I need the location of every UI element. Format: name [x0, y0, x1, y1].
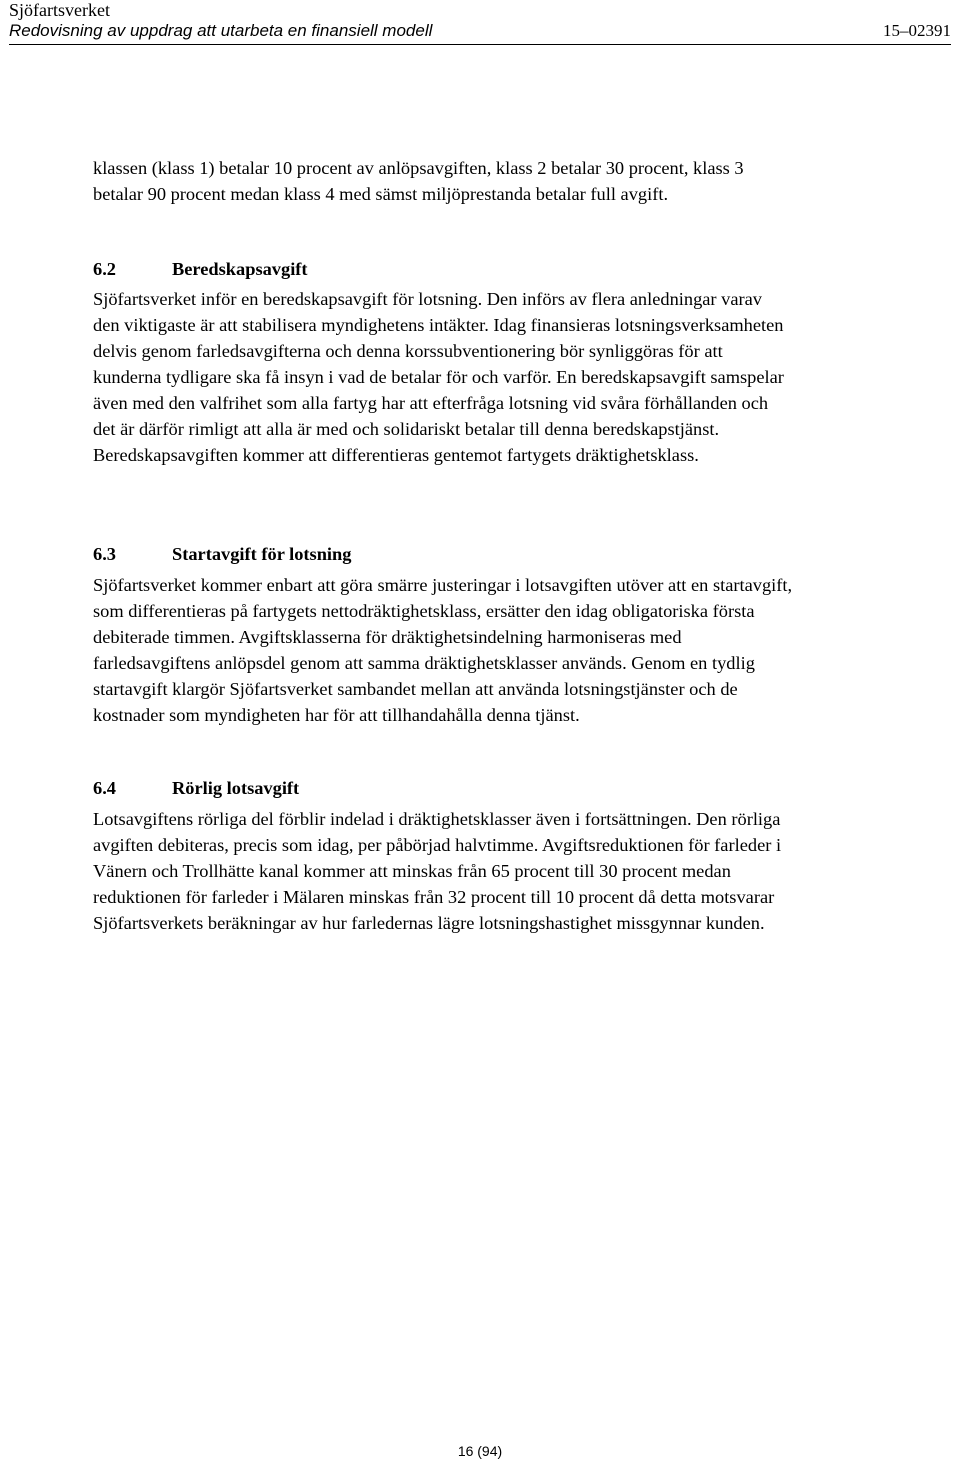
section-title: Beredskapsavgift: [172, 259, 308, 279]
section-paragraph-6-3: Sjöfartsverket kommer enbart att göra smärre justeringar i lotsavgiften utöver att en startavgift, som differentieras på fartygets nettodräktighetsklass, ersätter den idag obligatoriska första debiterade timmen. Avgiftsklasserna för dräktighetsindelning harmoniseras med farledsavgiftens anlöpsdel genom att samma dräktighetsklasser används. Genom en tydlig startavgift klargör Sjöfartsverket sambandet mellan att använda lotsningstjänster och de kostnader som myndigheten har för att tillhandahålla denna tjänst.: [93, 575, 793, 725]
section-title: Startavgift för lotsning: [172, 544, 352, 564]
section-paragraph-6-4: Lotsavgiftens rörliga del förblir indelad i dräktighetsklasser även i fortsättningen. Den rörliga avgiften debiteras, precis som idag, per påbörjad halvtimme. Avgiftsreduktionen för farleder i Vänern och Trollhätte kanal kommer att minskas från 65 procent till 30 procent medan reduktionen för farleder i Mälaren minskas från 32 procent till 10 procent då detta motsvarar Sjöfartsverkets beräkningar av hur farledernas lägre lotsningshastighet missgynnar kunden.: [93, 809, 782, 933]
page-header: [9, 0, 951, 45]
section-number: 6.4: [93, 778, 116, 798]
header-document-id: 15–02391: [883, 21, 951, 40]
header-report-title: Redovisning av uppdrag att utarbeta en finansiell modell: [9, 21, 433, 40]
section-title: Rörlig lotsavgift: [172, 778, 300, 798]
section-number: 6.3: [93, 544, 116, 564]
section-number: 6.2: [93, 259, 116, 279]
section-heading-6-2: [93, 256, 308, 282]
header-organization: Sjöfartsverket: [9, 0, 110, 20]
section-heading-6-4: [93, 775, 299, 801]
section-heading-6-3: [93, 541, 351, 567]
page-number: 16 (94): [457, 1443, 503, 1459]
section-paragraph-6-2: Sjöfartsverket inför en beredskapsavgift för lotsning. Den införs av flera anledningar varav den viktigaste är att stabilisera myndighetens intäkter. Idag finansieras lotsningsverksamheten delvis genom farledsavgifterna och denna korssubventionering bör synliggöras för att kunderna tydligare ska få insyn i vad de betalar för och varför. En beredskapsavgift samspelar även med den valfrihet som alla fartyg har att efterfråga lotsning vid svåra förhållanden och det är därför rimligt att alla är med och solidariskt betalar till denna beredskapstjänst. Beredskapsavgiften kommer att differentieras gentemot fartygets dräktighetsklass.: [93, 289, 784, 465]
intro-paragraph: klassen (klass 1) betalar 10 procent av anlöpsavgiften, klass 2 betalar 30 procent, klass 3 betalar 90 procent medan klass 4 med sämst miljöprestanda betalar full avgift.: [93, 158, 744, 204]
